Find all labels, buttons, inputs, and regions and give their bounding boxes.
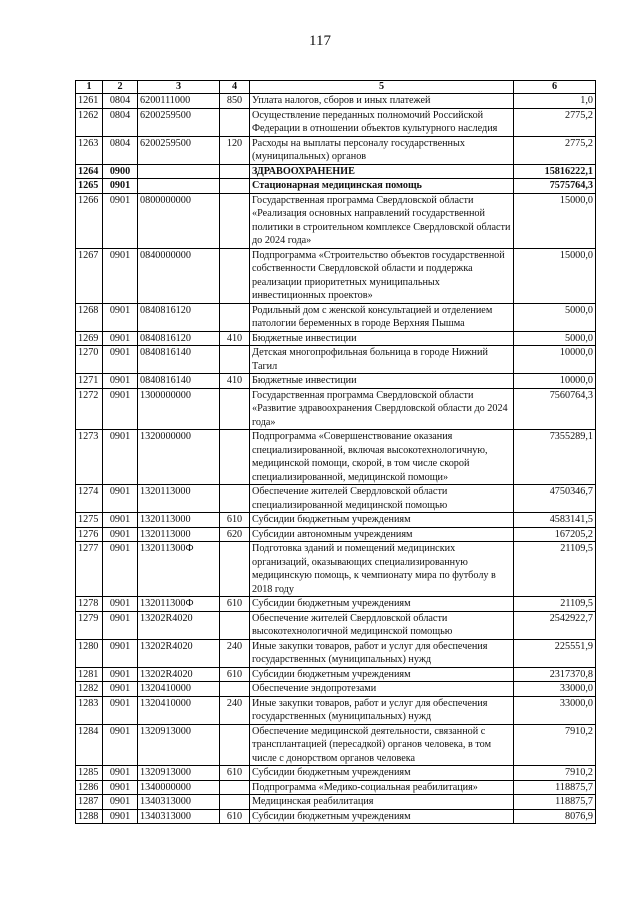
section-code-cell: 0901 (103, 374, 138, 389)
article-code-cell: 6200111000 (138, 94, 220, 109)
amount-cell: 7575764,3 (514, 179, 596, 194)
expense-kind-cell (220, 248, 250, 303)
article-code-cell: 1320000000 (138, 430, 220, 485)
expense-kind-cell (220, 108, 250, 136)
header-cell: 3 (138, 81, 220, 94)
expense-kind-cell: 120 (220, 136, 250, 164)
item-name-cell: Осуществление переданных полномочий Российской Федерации в отношении объектов культурного наследия (250, 108, 514, 136)
table-row (76, 388, 596, 430)
article-code-cell: 1340000000 (138, 780, 220, 795)
expense-kind-cell (220, 193, 250, 248)
item-name-cell: Бюджетные инвестиции (250, 374, 514, 389)
row-number-cell: 1265 (76, 179, 103, 194)
article-code-cell: 6200259500 (138, 136, 220, 164)
expense-kind-cell (220, 179, 250, 194)
row-number-cell: 1270 (76, 346, 103, 374)
row-number-cell: 1278 (76, 597, 103, 612)
section-code-cell: 0901 (103, 193, 138, 248)
amount-cell: 15000,0 (514, 193, 596, 248)
expense-kind-cell: 610 (220, 766, 250, 781)
amount-cell: 7560764,3 (514, 388, 596, 430)
table-row (76, 724, 596, 766)
amount-cell: 1,0 (514, 94, 596, 109)
section-code-cell: 0901 (103, 346, 138, 374)
section-code-cell: 0901 (103, 809, 138, 824)
expense-kind-cell: 610 (220, 597, 250, 612)
table-row (76, 766, 596, 781)
expense-kind-cell (220, 430, 250, 485)
table-row (76, 136, 596, 164)
expense-kind-cell (220, 780, 250, 795)
article-code-cell: 1320113000 (138, 513, 220, 528)
row-number-cell: 1266 (76, 193, 103, 248)
item-name-cell: Стационарная медицинская помощь (250, 179, 514, 194)
amount-cell: 118875,7 (514, 795, 596, 810)
amount-cell: 118875,7 (514, 780, 596, 795)
article-code-cell: 1320410000 (138, 696, 220, 724)
table-row (76, 108, 596, 136)
table-row (76, 331, 596, 346)
amount-cell: 15816222,1 (514, 164, 596, 179)
article-code-cell: 1320913000 (138, 724, 220, 766)
row-number-cell: 1268 (76, 303, 103, 331)
table-row (76, 303, 596, 331)
item-name-cell: Медицинская реабилитация (250, 795, 514, 810)
table-row (76, 193, 596, 248)
item-name-cell: ЗДРАВООХРАНЕНИЕ (250, 164, 514, 179)
table-row (76, 164, 596, 179)
article-code-cell: 132011300Ф (138, 542, 220, 597)
amount-cell: 225551,9 (514, 639, 596, 667)
expense-kind-cell (220, 611, 250, 639)
amount-cell: 5000,0 (514, 331, 596, 346)
table-row (76, 682, 596, 697)
section-code-cell: 0901 (103, 682, 138, 697)
row-number-cell: 1263 (76, 136, 103, 164)
row-number-cell: 1284 (76, 724, 103, 766)
item-name-cell: Обеспечение жителей Свердловской области высокотехнологичной медицинской помощью (250, 611, 514, 639)
section-code-cell: 0901 (103, 485, 138, 513)
page-number: 117 (309, 33, 331, 49)
section-code-cell: 0900 (103, 164, 138, 179)
article-code-cell: 132011300Ф (138, 597, 220, 612)
table-row (76, 513, 596, 528)
row-number-cell: 1275 (76, 513, 103, 528)
table-row (76, 809, 596, 824)
section-code-cell: 0901 (103, 513, 138, 528)
table-row (76, 94, 596, 109)
expense-kind-cell: 620 (220, 527, 250, 542)
table-row (76, 667, 596, 682)
row-number-cell: 1287 (76, 795, 103, 810)
article-code-cell (138, 164, 220, 179)
section-code-cell: 0901 (103, 639, 138, 667)
table-row (76, 346, 596, 374)
table-row (76, 179, 596, 194)
section-code-cell: 0901 (103, 780, 138, 795)
table-body (76, 94, 596, 824)
item-name-cell: Обеспечение жителей Свердловской области специализированной медицинской помощью (250, 485, 514, 513)
article-code-cell: 0840000000 (138, 248, 220, 303)
section-code-cell: 0901 (103, 303, 138, 331)
row-number-cell: 1264 (76, 164, 103, 179)
row-number-cell: 1267 (76, 248, 103, 303)
amount-cell: 33000,0 (514, 682, 596, 697)
expense-kind-cell (220, 164, 250, 179)
section-code-cell: 0901 (103, 388, 138, 430)
section-code-cell: 0901 (103, 667, 138, 682)
row-number-cell: 1269 (76, 331, 103, 346)
article-code-cell: 1320410000 (138, 682, 220, 697)
table-row (76, 485, 596, 513)
expense-kind-cell: 610 (220, 809, 250, 824)
section-code-cell: 0804 (103, 94, 138, 109)
amount-cell: 15000,0 (514, 248, 596, 303)
table-row (76, 780, 596, 795)
section-code-cell: 0901 (103, 795, 138, 810)
item-name-cell: Подготовка зданий и помещений медицинских организаций, оказывающих специализированную медицинскую помощь, к чемпионату мира по футболу в 2018 году (250, 542, 514, 597)
row-number-cell: 1280 (76, 639, 103, 667)
item-name-cell: Субсидии бюджетным учреждениям (250, 667, 514, 682)
expense-kind-cell (220, 795, 250, 810)
row-number-cell: 1279 (76, 611, 103, 639)
amount-cell: 5000,0 (514, 303, 596, 331)
amount-cell: 8076,9 (514, 809, 596, 824)
article-code-cell: 0840816120 (138, 331, 220, 346)
amount-cell: 10000,0 (514, 374, 596, 389)
item-name-cell: Иные закупки товаров, работ и услуг для обеспечения государственных (муниципальных) нужд (250, 639, 514, 667)
amount-cell: 2775,2 (514, 136, 596, 164)
item-name-cell: Бюджетные инвестиции (250, 331, 514, 346)
item-name-cell: Подпрограмма «Совершенствование оказания специализированной, включая высокотехнологичную, медицинской помощи, скорой, в том числе скорой специализированной, медицинской помощи» (250, 430, 514, 485)
amount-cell: 2775,2 (514, 108, 596, 136)
article-code-cell: 0840816140 (138, 374, 220, 389)
expense-kind-cell: 850 (220, 94, 250, 109)
amount-cell: 2317370,8 (514, 667, 596, 682)
item-name-cell: Обеспечение медицинской деятельности, связанной с трансплантацией (пересадкой) органов человека, в том числе с донорством органов человека (250, 724, 514, 766)
article-code-cell: 0840816140 (138, 346, 220, 374)
item-name-cell: Субсидии автономным учреждениям (250, 527, 514, 542)
table-row (76, 248, 596, 303)
amount-cell: 7910,2 (514, 724, 596, 766)
section-code-cell: 0901 (103, 430, 138, 485)
table-row (76, 527, 596, 542)
row-number-cell: 1288 (76, 809, 103, 824)
table-row (76, 611, 596, 639)
expense-kind-cell: 410 (220, 374, 250, 389)
item-name-cell: Подпрограмма «Медико-социальная реабилитация» (250, 780, 514, 795)
section-code-cell: 0804 (103, 136, 138, 164)
table-row (76, 696, 596, 724)
item-name-cell: Субсидии бюджетным учреждениям (250, 766, 514, 781)
row-number-cell: 1286 (76, 780, 103, 795)
article-code-cell: 13202R4020 (138, 611, 220, 639)
header-cell: 1 (76, 81, 103, 94)
table-row (76, 542, 596, 597)
article-code-cell: 13202R4020 (138, 639, 220, 667)
table-row (76, 597, 596, 612)
section-code-cell: 0901 (103, 724, 138, 766)
row-number-cell: 1277 (76, 542, 103, 597)
item-name-cell: Детская многопрофильная больница в городе Нижний Тагил (250, 346, 514, 374)
item-name-cell: Субсидии бюджетным учреждениям (250, 809, 514, 824)
item-name-cell: Расходы на выплаты персоналу государственных (муниципальных) органов (250, 136, 514, 164)
budget-table (75, 80, 596, 824)
row-number-cell: 1271 (76, 374, 103, 389)
amount-cell: 2542922,7 (514, 611, 596, 639)
expense-kind-cell: 240 (220, 696, 250, 724)
header-row (76, 81, 596, 94)
item-name-cell: Субсидии бюджетным учреждениям (250, 513, 514, 528)
expense-kind-cell: 610 (220, 513, 250, 528)
row-number-cell: 1273 (76, 430, 103, 485)
row-number-cell: 1281 (76, 667, 103, 682)
expense-kind-cell (220, 346, 250, 374)
amount-cell: 7910,2 (514, 766, 596, 781)
section-code-cell: 0901 (103, 542, 138, 597)
article-code-cell: 6200259500 (138, 108, 220, 136)
section-code-cell: 0901 (103, 331, 138, 346)
expense-kind-cell: 240 (220, 639, 250, 667)
section-code-cell: 0901 (103, 597, 138, 612)
expense-kind-cell (220, 388, 250, 430)
item-name-cell: Родильный дом с женской консультацией и отделением патологии беременных в городе Верхняя Пышма (250, 303, 514, 331)
header-cell: 2 (103, 81, 138, 94)
article-code-cell: 1340313000 (138, 795, 220, 810)
table-row (76, 430, 596, 485)
article-code-cell (138, 179, 220, 194)
row-number-cell: 1262 (76, 108, 103, 136)
article-code-cell: 1340313000 (138, 809, 220, 824)
section-code-cell: 0901 (103, 611, 138, 639)
header-cell: 6 (514, 81, 596, 94)
amount-cell: 10000,0 (514, 346, 596, 374)
table-row (76, 374, 596, 389)
expense-kind-cell (220, 485, 250, 513)
row-number-cell: 1285 (76, 766, 103, 781)
amount-cell: 4750346,7 (514, 485, 596, 513)
section-code-cell: 0901 (103, 248, 138, 303)
amount-cell: 167205,2 (514, 527, 596, 542)
row-number-cell: 1274 (76, 485, 103, 513)
table-row (76, 795, 596, 810)
item-name-cell: Государственная программа Свердловской области «Развитие здравоохранения Свердловской области до 2024 года» (250, 388, 514, 430)
amount-cell: 33000,0 (514, 696, 596, 724)
expense-kind-cell (220, 724, 250, 766)
article-code-cell: 1320113000 (138, 527, 220, 542)
amount-cell: 21109,5 (514, 542, 596, 597)
amount-cell: 7355289,1 (514, 430, 596, 485)
expense-kind-cell (220, 303, 250, 331)
expense-kind-cell (220, 682, 250, 697)
row-number-cell: 1276 (76, 527, 103, 542)
section-code-cell: 0901 (103, 696, 138, 724)
expense-kind-cell: 410 (220, 331, 250, 346)
amount-cell: 21109,5 (514, 597, 596, 612)
item-name-cell: Иные закупки товаров, работ и услуг для обеспечения государственных (муниципальных) нужд (250, 696, 514, 724)
article-code-cell: 0800000000 (138, 193, 220, 248)
row-number-cell: 1261 (76, 94, 103, 109)
article-code-cell: 1320113000 (138, 485, 220, 513)
section-code-cell: 0804 (103, 108, 138, 136)
section-code-cell: 0901 (103, 766, 138, 781)
article-code-cell: 13202R4020 (138, 667, 220, 682)
item-name-cell: Уплата налогов, сборов и иных платежей (250, 94, 514, 109)
expense-kind-cell: 610 (220, 667, 250, 682)
item-name-cell: Государственная программа Свердловской области «Реализация основных направлений государственной политики в строительном комплексе Свердловской области до 2024 года» (250, 193, 514, 248)
article-code-cell: 0840816120 (138, 303, 220, 331)
section-code-cell: 0901 (103, 179, 138, 194)
section-code-cell: 0901 (103, 527, 138, 542)
amount-cell: 4583141,5 (514, 513, 596, 528)
article-code-cell: 1320913000 (138, 766, 220, 781)
item-name-cell: Подпрограмма «Строительство объектов государственной собственности Свердловской области и поддержка реализации приоритетных муниципальных инвестиционных проектов» (250, 248, 514, 303)
header-cell: 4 (220, 81, 250, 94)
row-number-cell: 1283 (76, 696, 103, 724)
row-number-cell: 1272 (76, 388, 103, 430)
item-name-cell: Субсидии бюджетным учреждениям (250, 597, 514, 612)
item-name-cell: Обеспечение эндопротезами (250, 682, 514, 697)
header-cell: 5 (250, 81, 514, 94)
expense-kind-cell (220, 542, 250, 597)
row-number-cell: 1282 (76, 682, 103, 697)
article-code-cell: 1300000000 (138, 388, 220, 430)
table-row (76, 639, 596, 667)
